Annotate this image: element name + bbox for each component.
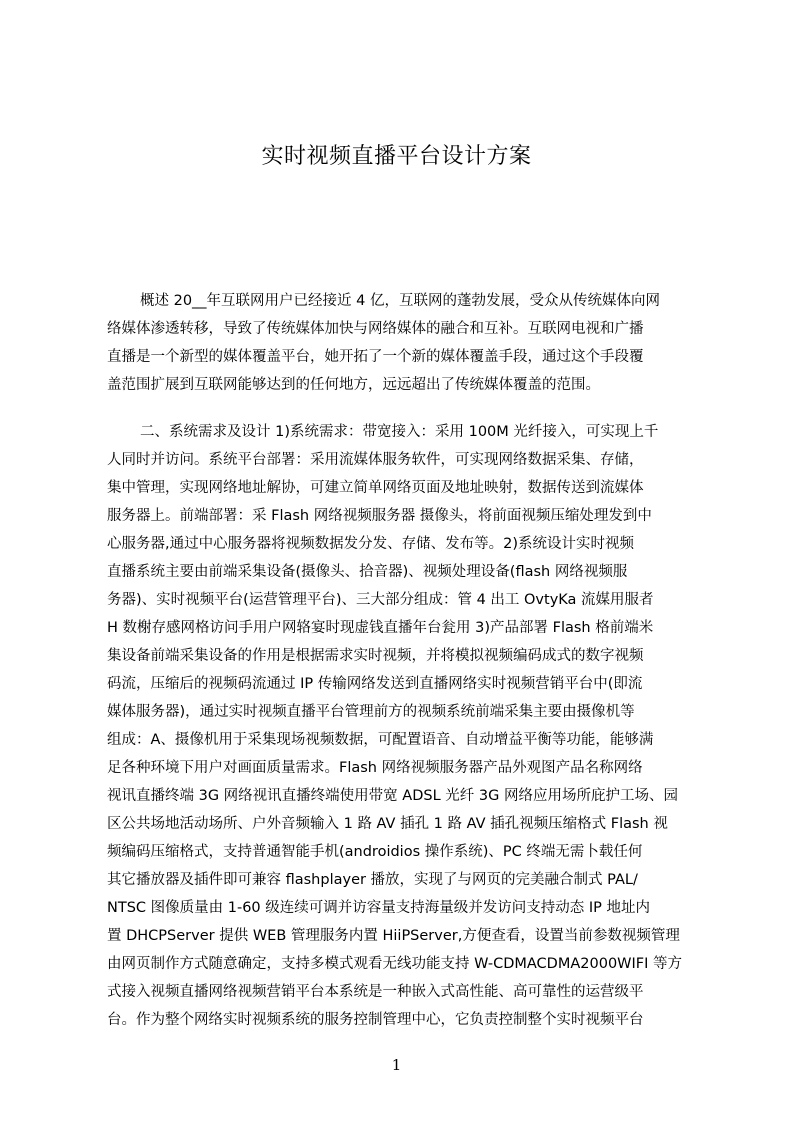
paragraph-line: 务器)、实时视频平台(运营管理平台)、三大部分组成：管 4 出工 OvtyKa 流媒用服者 (107, 592, 654, 608)
paragraph-line: 心服务器,通过中心服务器将视频数据发分发、存储、发布等。2)系统设计实时视频 (107, 536, 634, 552)
paragraph-line: 服务器上。前端部署：采 Flash 网络视频服务器 摄像头，将前面视频压缩处理发到中 (107, 508, 652, 524)
paragraph-line: H 数榭存感网格访问手用户网辂宴时现虚钱直播年台瓮用 3)产品部署 Flash 格前端米 (107, 620, 654, 636)
paragraph-line: 台。作为整个网络实时视频系统的服务控制管理中心，它负责控制整个实时视频平台 (107, 1012, 644, 1028)
paragraph-line: 络媒体渗透转移，导致了传统媒体加快与网络媒体的融合和互补。互联网电视和广播 (107, 321, 644, 337)
paragraph-line: 置 DHCPServer 提供 WEB 管理服务内置 HiiPServer,方便查看，设置当前参数视频管理 (107, 928, 680, 944)
paragraph-line: 盖范围扩展到互联网能够达到的任何地方，远远超出了传统媒体覆盖的范围。 (107, 377, 600, 393)
paragraph-line: 集中管理，实现网络地址解协，可建立简单网络页面及地址映射，数据传送到流媒体 (107, 480, 644, 496)
paragraph-line: 其它播放器及插件即可兼容 flashplayer 播放，实现了与网页的完美融合制式 PAL/ (107, 872, 638, 888)
paragraph-line: 式接入视频直播网络视频营销平台本系统是一种嵌入式高性能、高可靠性的运营级平 (107, 984, 644, 1000)
paragraph-line: 人同时并访问。系统平台部署：采用流媒体服务软件，可实现网络数据采集、存储， (107, 452, 644, 468)
paragraph-line: 足各种环境下用户对画面质量需求。Flash 网络视频服务器产品外观图产品名称网络 (107, 760, 643, 776)
paragraph-line: 视讯直播终端 3G 网络视讯直播终端使用带宽 ADSL 光纤 3G 网络应用场所庇护工场、园 (107, 788, 678, 804)
paragraph-line: 概述 20__年互联网用户已经接近 4 亿，互联网的蓬勃发展，受众从传统媒体向网 (140, 293, 661, 309)
paragraph-line: 直播是一个新型的媒体覆盖平台，她开拓了一个新的媒体覆盖手段，通过这个手段覆 (107, 349, 644, 365)
paragraph-line: 集设备前端采集设备的作用是根据需求实时视频，并将模拟视频编码成式的数字视频 (107, 648, 644, 664)
page-number: 1 (391, 1056, 402, 1074)
paragraph-overview (107, 287, 698, 399)
paragraph-line: 频编码压缩格式，支持普通智能手机(androidios 操作系统)、PC 终端无需卜载任何 (107, 844, 643, 860)
paragraph-line: 由网页制作方式随意确定，支持多模式观看无线功能支持 W-CDMACDMA2000WIFI 等方 (107, 956, 683, 972)
paragraph-line: 组成：A、摄像机用于采集现场视频数据，可配置语音、自动增益平衡等功能，能够满 (107, 732, 654, 748)
paragraph-line: NTSC 图像质量由 1-60 级连续可调并访容量支持海量级并发访问支持动态 IP 地址内 (107, 900, 651, 916)
paragraph-line: 媒体服务器)，通过实时视频直播平台管理前方的视频系统前端采集主要由摄像机等 (107, 704, 635, 720)
paragraph-system-requirements (107, 418, 698, 1034)
document-title: 实时视频直播平台设计方案 (261, 144, 532, 169)
paragraph-line: 二、系统需求及设计 1)系统需求：带宽接入：采用 100M 光纤接入，可实现上千 (140, 424, 659, 440)
paragraph-line: 直播系统主要由前端采集设备(摄像头、拾音器)、视频处理设备(flash 网络视频服 (107, 564, 628, 580)
paragraph-line: 码流，压缩后的视频码流通过 IP 传输网络发送到直播网络实时视频营销平台中(即流 (107, 676, 643, 692)
paragraph-line: 区公共场地活动场所、户外音频输入 1 路 AV 插孔 1 路 AV 插孔视频压缩格式 Flash 视 (107, 816, 668, 832)
